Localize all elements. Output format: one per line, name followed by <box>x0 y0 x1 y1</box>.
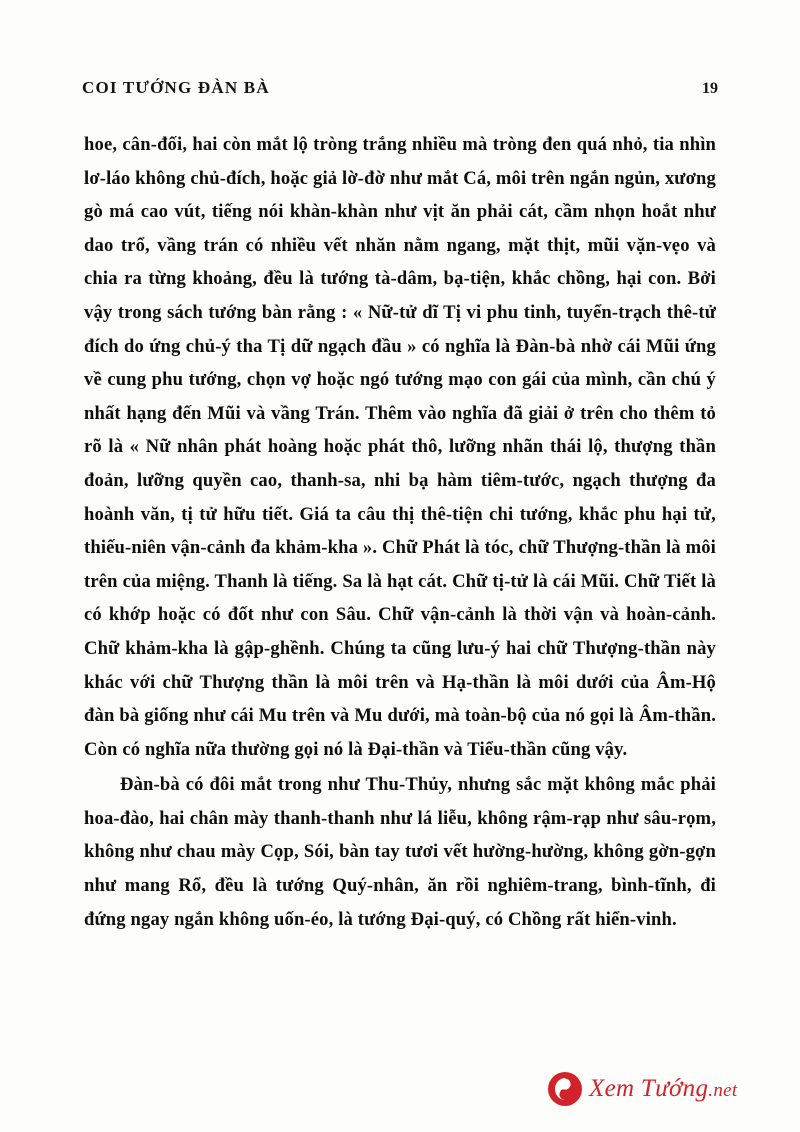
page-body <box>84 128 716 936</box>
watermark-suffix: .net <box>708 1080 738 1101</box>
watermark-name: Xem Tướng <box>589 1075 709 1102</box>
page-header <box>82 78 718 98</box>
running-title: COI TƯỚNG ĐÀN BÀ <box>82 78 270 97</box>
paragraph: hoe, cân-đối, hai còn mắt lộ tròng trắng nhiều mà tròng đen quá nhỏ, tia nhìn lơ-láo không chủ-đích, hoặc giả lờ-đờ như mắt Cá, môi trên ngắn ngủn, xương gò má cao vút, tiếng nói khàn-khàn như vịt ăn phải cát, cầm nhọn hoắt như dao trổ, vầng trán có nhiều vết nhăn nằm ngang, mặt thịt, mũi vặn-vẹo và chia ra từng khoảng, đều là tướng tà-dâm, bạ-tiện, khắc chồng, hại con. Bởi vậy trong sách tướng bàn rằng : « Nữ-tử dĩ Tị vi phu tinh, tuyển-trạch thê-tử đích do ứng chủ-ý tha Tị dữ ngạch đầu » có nghĩa là Đàn-bà nhờ cái Mũi ứng về cung phu tướng, chọn vợ hoặc ngó tướng mạo con gái của mình, cần chú ý nhất hạng đến Mũi và vầng Trán. Thêm vào nghĩa đã giải ở trên cho thêm tỏ rõ là « Nữ nhân phát hoàng hoặc phát thô, lưỡng nhãn thái lộ, thượng thần đoản, lưỡng quyền cao, thanh-sa, nhi bạ hàm tiêm-tước, ngạch thượng đa hoành văn, tị tử hữu tiết. Giá ta câu thị thê-tiện chi tướng, khắc phu hại tử, thiếu-niên vận-cảnh đa khảm-kha ». Chữ Phát là tóc, chữ Thượng-thần là môi trên của miệng. Thanh là tiếng. Sa là hạt cát. Chữ tị-tử là cái Mũi. Chữ Tiết là có khớp hoặc có đốt như con Sâu. Chữ vận-cảnh là thời vận và hoàn-cảnh. Chữ khảm-kha là gập-ghềnh. Chúng ta cũng lưu-ý hai chữ Thượng-thần này khác với chữ Thượng thần là môi trên và Hạ-thần là môi dưới của Âm-Hộ đàn bà giống như cái Mu trên và Mu dưới, mà toàn-bộ của nó gọi là Âm-thần. Còn có nghĩa nữa thường gọi nó là Đại-thần và Tiểu-thần cũng vậy. <box>84 134 716 760</box>
page-number: 19 <box>702 80 718 97</box>
yin-yang-icon <box>548 1072 582 1106</box>
paragraph: Đàn-bà có đôi mắt trong như Thu-Thủy, nhưng sắc mặt không mắc phải hoa-đào, hai chân mày thanh-thanh như lá liễu, không rậm-rạp như sâu-rọm, không như chau mày Cọp, Sói, bàn tay tươi vết hường-hường, không gờn-gợn như mang Rổ, đều là tướng Quý-nhân, ăn rồi nghiêm-trang, bình-tĩnh, đi đứng ngay ngắn không uốn-éo, là tướng Đại-quý, có Chồng rất hiển-vinh. <box>84 774 716 930</box>
watermark <box>548 1072 737 1106</box>
watermark-text <box>589 1075 737 1103</box>
